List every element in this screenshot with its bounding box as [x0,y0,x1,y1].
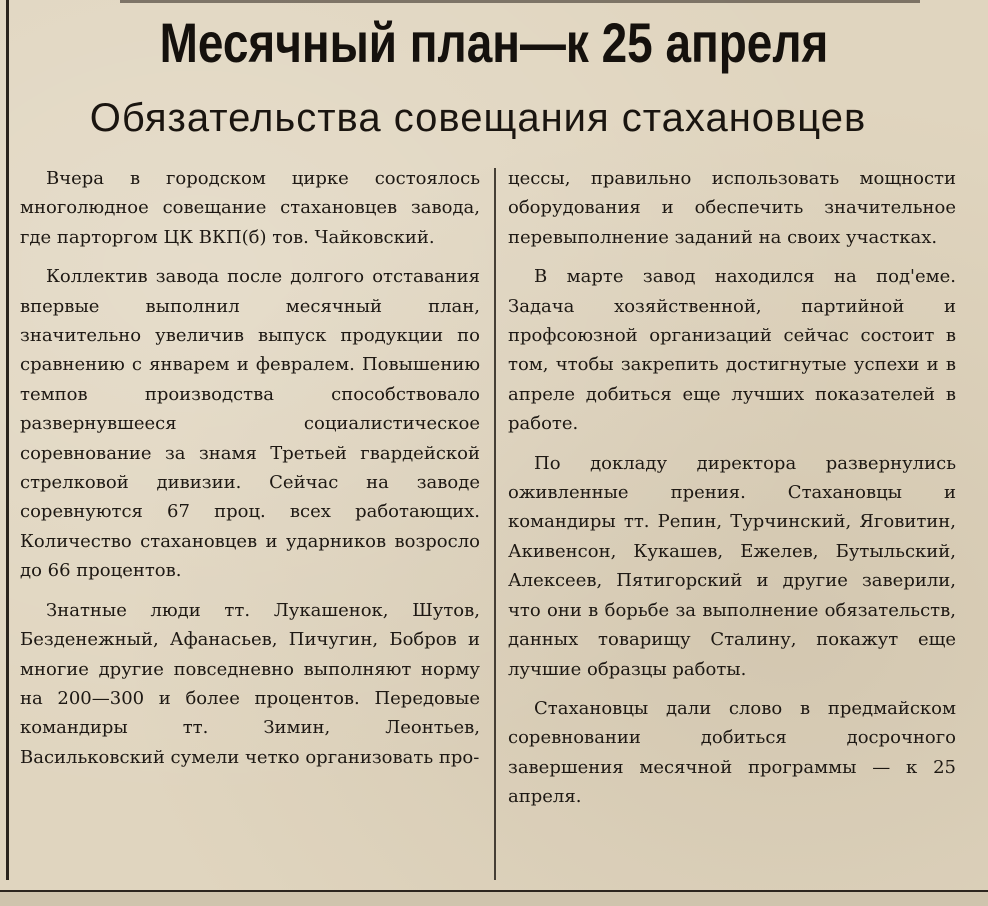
article-paragraph: Знатные люди тт. Лукашенок, Шутов, Безденежный, Афанасьев, Пичугин, Бобров и многие другие повседневно выполняют норму на 200—300 и более процентов. Передовые командиры тт. Зимин, Леонтьев, Васильковский сумели четко организовать про- [20,599,480,768]
headline: Месячный план—к 25 апреля [159,11,829,74]
article-column-right [508,164,956,822]
top-rule [120,0,920,3]
article-column-left [20,164,480,782]
column-divider [494,168,496,880]
article-paragraph-continued: цессы, правильно использовать мощности оборудования и обеспечить значительное перевыполнение заданий на своих участках. [508,168,956,248]
subheadline: Обязательства совещания стахановцев [89,96,867,140]
article-paragraph: Коллектив завода после долгого отставания впервые выполнил месячный план, значительно увеличив выпуск продукции по сравнению с январем и февралем. Повышению темпов производства способствовало развернувшееся социалистическое соревнование за знамя Третьей гвардейской стрелковой дивизии. Сейчас на заводе соревнуются 67 проц. всех работающих. Количество стахановцев и ударников возросло до 66 процентов. [20,266,480,582]
article-paragraph: Вчера в городском цирке состоялось многолюдное совещание стахановцев завода, где парторгом ЦК ВКП(б) тов. Чайковский. [20,168,480,248]
article-paragraph: По докладу директора развернулись оживленные прения. Стахановцы и командиры тт. Репин, Турчинский, Яговитин, Акивенсон, Кукашев, Ежелев, Бутыльский, Алексеев, Пятигорский и другие заверили, что они в борьбе за выполнение обязательств, данных товарищу Сталину, покажут еще лучшие образцы работы. [508,452,956,680]
article-paragraph: Стахановцы дали слово в предмайском соревновании добиться досрочного завершения месячной программы — к 25 апреля. [508,697,956,808]
article-paragraph: В марте завод находился на под'еме. Задача хозяйственной, партийной и профсоюзной организаций сейчас состоит в том, чтобы закрепить достигнутые успехи и в апреле добиться еще лучших показателей в работе. [508,266,956,435]
